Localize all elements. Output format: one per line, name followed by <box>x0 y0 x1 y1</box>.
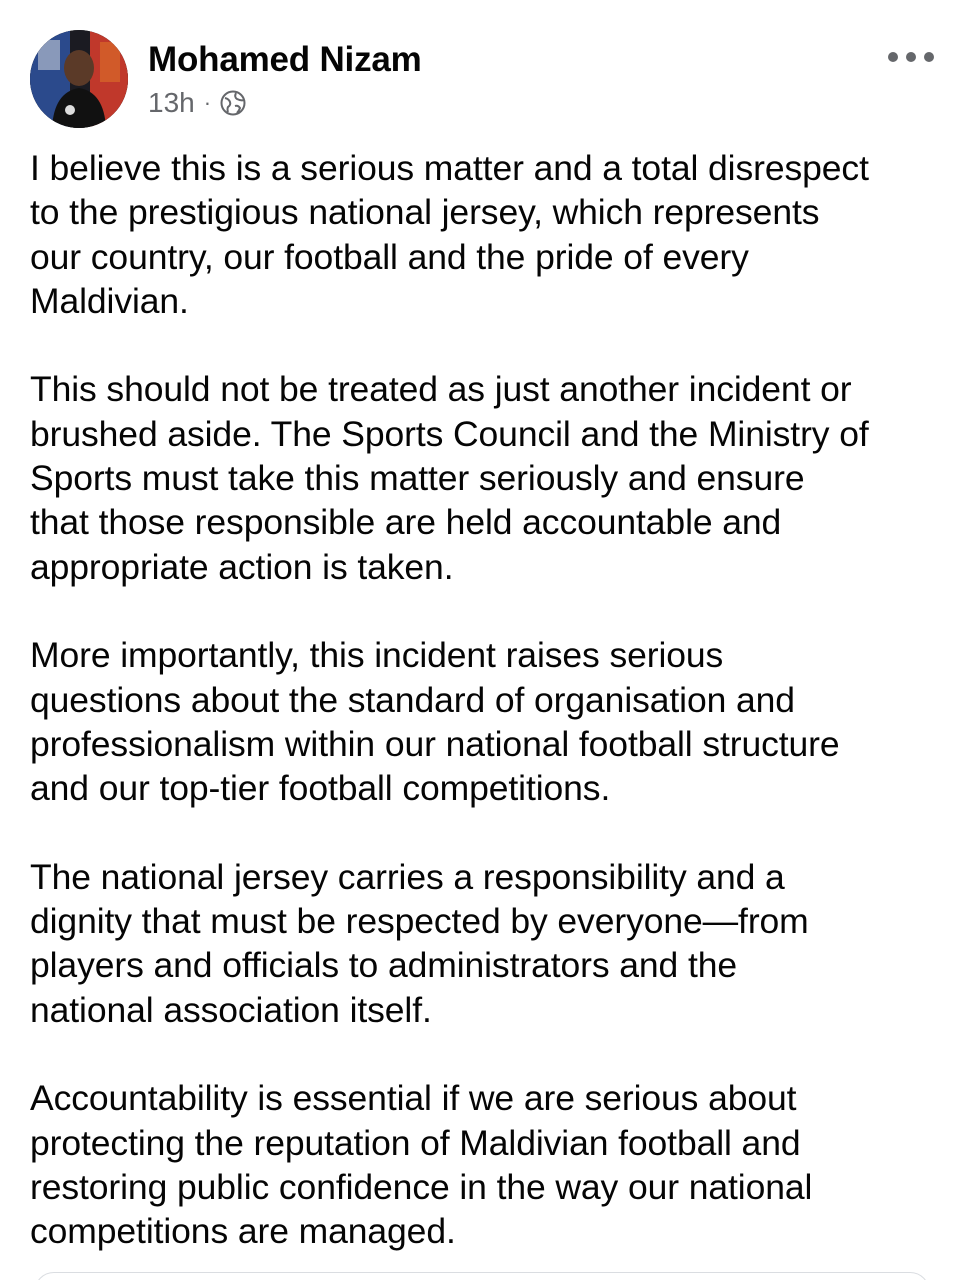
more-dot <box>888 52 898 62</box>
attached-content-card[interactable] <box>34 1272 930 1280</box>
post-paragraph: The national jersey carries a responsibility and a dignity that must be respected by everyone—from players and officials to administrators and the national association itself. <box>30 856 809 1030</box>
author-name[interactable]: Mohamed Nizam <box>148 40 422 79</box>
post-paragraph: I believe this is a serious matter and a total disrespect to the prestigious national jersey, which represents our country, our football and the pride of every Maldivian. <box>30 148 869 321</box>
post-meta <box>148 86 247 120</box>
avatar-photo <box>30 30 128 128</box>
post-body <box>30 146 940 1253</box>
meta-separator: · <box>203 90 212 115</box>
globe-icon[interactable] <box>219 89 247 117</box>
more-options-button[interactable] <box>888 44 934 70</box>
post-timestamp[interactable]: 13h <box>148 87 195 118</box>
avatar[interactable] <box>30 30 128 128</box>
more-dot <box>924 52 934 62</box>
post-paragraph: Accountability is essential if we are serious about protecting the reputation of Maldivian football and restoring public confidence in the way our national competitions are managed. <box>30 1078 813 1252</box>
post-paragraph: More importantly, this incident raises serious questions about the standard of organisation and professionalism within our national football structure and our top-tier football competitions. <box>30 635 840 809</box>
post-paragraph: This should not be treated as just another incident or brushed aside. The Sports Council and the Ministry of Sports must take this matter seriously and ensure that those responsible are held accountable and appropriate action is taken. <box>30 369 869 587</box>
more-dot <box>906 52 916 62</box>
